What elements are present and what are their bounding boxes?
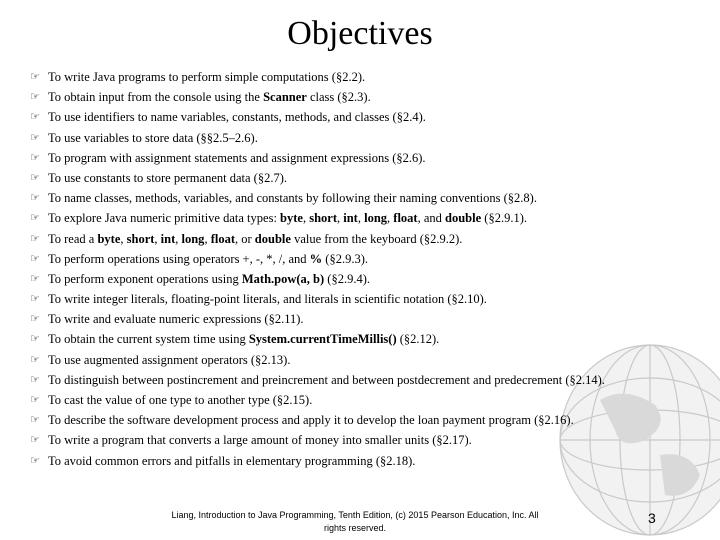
objective-text: To name classes, methods, variables, and constants by following their naming conventions (§2.8). xyxy=(48,191,537,206)
pointing-hand-icon: ☞ xyxy=(30,373,40,386)
objective-item xyxy=(30,329,710,349)
objective-text: To write a program that converts a large amount of money into smaller units (§2.17). xyxy=(48,433,472,448)
footer-copyright xyxy=(135,509,575,535)
objective-text: To use constants to store permanent data (§2.7). xyxy=(48,170,287,185)
code-term: System.currentTimeMillis() xyxy=(248,332,397,347)
code-term: double xyxy=(254,231,291,246)
objective-item xyxy=(30,451,710,471)
objective-text: To read a xyxy=(48,231,98,246)
objective-item xyxy=(30,168,710,188)
pointing-hand-icon: ☞ xyxy=(30,212,40,225)
pointing-hand-icon: ☞ xyxy=(30,131,40,144)
code-term: long xyxy=(364,211,388,226)
pointing-hand-icon: ☞ xyxy=(30,232,40,245)
code-term: short xyxy=(126,231,155,246)
pointing-hand-icon: ☞ xyxy=(30,252,40,265)
objective-text: To use variables to store data (§§2.5–2.6). xyxy=(48,130,258,145)
objective-item xyxy=(30,107,710,127)
objective-text: To perform operations using operators +, -, *, /, and xyxy=(48,251,310,266)
code-term: long xyxy=(181,231,205,246)
code-term: int xyxy=(160,231,176,246)
objective-item xyxy=(30,370,710,390)
slide-title: Objectives xyxy=(287,15,433,52)
objective-text: To describe the software development process and apply it to develop the loan payment program (§2.16). xyxy=(48,413,574,428)
objective-item xyxy=(30,67,710,87)
objective-item xyxy=(30,148,710,168)
pointing-hand-icon: ☞ xyxy=(30,171,40,184)
objective-text: (§2.9.1). xyxy=(481,211,527,226)
code-term: byte xyxy=(280,211,303,226)
objective-text: To distinguish between postincrement and preincrement and between postdecrement and predecrement (§2.14). xyxy=(48,372,605,387)
pointing-hand-icon: ☞ xyxy=(30,91,40,104)
objective-item xyxy=(30,229,710,249)
pointing-hand-icon: ☞ xyxy=(30,111,40,124)
objectives-list xyxy=(30,67,710,471)
code-term: double xyxy=(445,211,482,226)
objective-text: To obtain input from the console using the xyxy=(48,90,264,105)
objective-text: (§2.12). xyxy=(396,332,440,347)
objective-item xyxy=(30,410,710,430)
code-term: Scanner xyxy=(263,90,307,105)
pointing-hand-icon: ☞ xyxy=(30,434,40,447)
code-term: float xyxy=(210,231,235,246)
code-term: float xyxy=(393,211,418,226)
page-number: 3 xyxy=(648,510,656,526)
objective-text: , xyxy=(204,231,211,246)
objective-item xyxy=(30,208,710,228)
pointing-hand-icon: ☞ xyxy=(30,151,40,164)
objective-text: To use augmented assignment operators (§2.13). xyxy=(48,352,291,367)
objective-item xyxy=(30,128,710,148)
objective-item xyxy=(30,289,710,309)
pointing-hand-icon: ☞ xyxy=(30,454,40,467)
code-term: short xyxy=(309,211,337,226)
objective-item xyxy=(30,188,710,208)
code-term: int xyxy=(343,211,358,226)
objective-item xyxy=(30,87,710,107)
code-term: % xyxy=(309,251,323,266)
footer-line-2: rights reserved. xyxy=(323,523,387,533)
pointing-hand-icon: ☞ xyxy=(30,333,40,346)
pointing-hand-icon: ☞ xyxy=(30,293,40,306)
pointing-hand-icon: ☞ xyxy=(30,394,40,406)
objective-text: To write and evaluate numeric expressions (§2.11). xyxy=(48,312,304,327)
pointing-hand-icon: ☞ xyxy=(30,414,40,427)
pointing-hand-icon: ☞ xyxy=(30,353,40,366)
objective-item xyxy=(30,249,710,269)
pointing-hand-icon: ☞ xyxy=(30,192,40,205)
code-term: byte xyxy=(97,231,121,246)
objective-text: (§2.9.4). xyxy=(324,271,370,286)
objective-text: To program with assignment statements and assignment expressions (§2.6). xyxy=(48,150,426,165)
objective-text: , and xyxy=(417,211,446,226)
objective-text: To avoid common errors and pitfalls in elementary programming (§2.18). xyxy=(48,453,416,468)
objective-text: , or xyxy=(235,231,255,246)
objective-text: value from the keyboard (§2.9.2). xyxy=(290,231,463,246)
objective-text: class (§2.3). xyxy=(306,90,371,105)
objective-text: To write integer literals, floating-point literals, and literals in scientific notation (§2.10). xyxy=(48,292,487,307)
footer-line-1: Liang, Introduction to Java Programming, Tenth Edition, (c) 2015 Pearson Education, Inc. All xyxy=(171,510,539,520)
pointing-hand-icon: ☞ xyxy=(30,71,40,83)
objective-text: , xyxy=(120,231,127,246)
objective-text: To write Java programs to perform simple computations (§2.2). xyxy=(48,70,366,84)
objective-text: , xyxy=(387,211,394,226)
objective-item xyxy=(30,350,710,370)
objective-text: To obtain the current system time using xyxy=(48,332,249,347)
pointing-hand-icon: ☞ xyxy=(30,272,40,285)
objective-text: , xyxy=(357,211,365,226)
objective-item xyxy=(30,430,710,450)
objective-item xyxy=(30,269,710,289)
objective-text: To perform exponent operations using xyxy=(48,271,242,286)
objective-text: , xyxy=(337,211,344,226)
code-term: Math.pow(a, b) xyxy=(241,271,325,286)
objective-text: , xyxy=(154,231,161,246)
objective-text: To cast the value of one type to another type (§2.15). xyxy=(48,393,313,407)
objective-item xyxy=(30,390,710,410)
objective-text: , xyxy=(302,211,310,226)
objective-item xyxy=(30,309,710,329)
objective-text: To explore Java numeric primitive data types: xyxy=(48,211,281,226)
objective-text: (§2.9.3). xyxy=(322,251,368,266)
objective-text: , xyxy=(175,231,182,246)
objective-text: To use identifiers to name variables, constants, methods, and classes (§2.4). xyxy=(48,110,426,125)
pointing-hand-icon: ☞ xyxy=(30,313,40,326)
